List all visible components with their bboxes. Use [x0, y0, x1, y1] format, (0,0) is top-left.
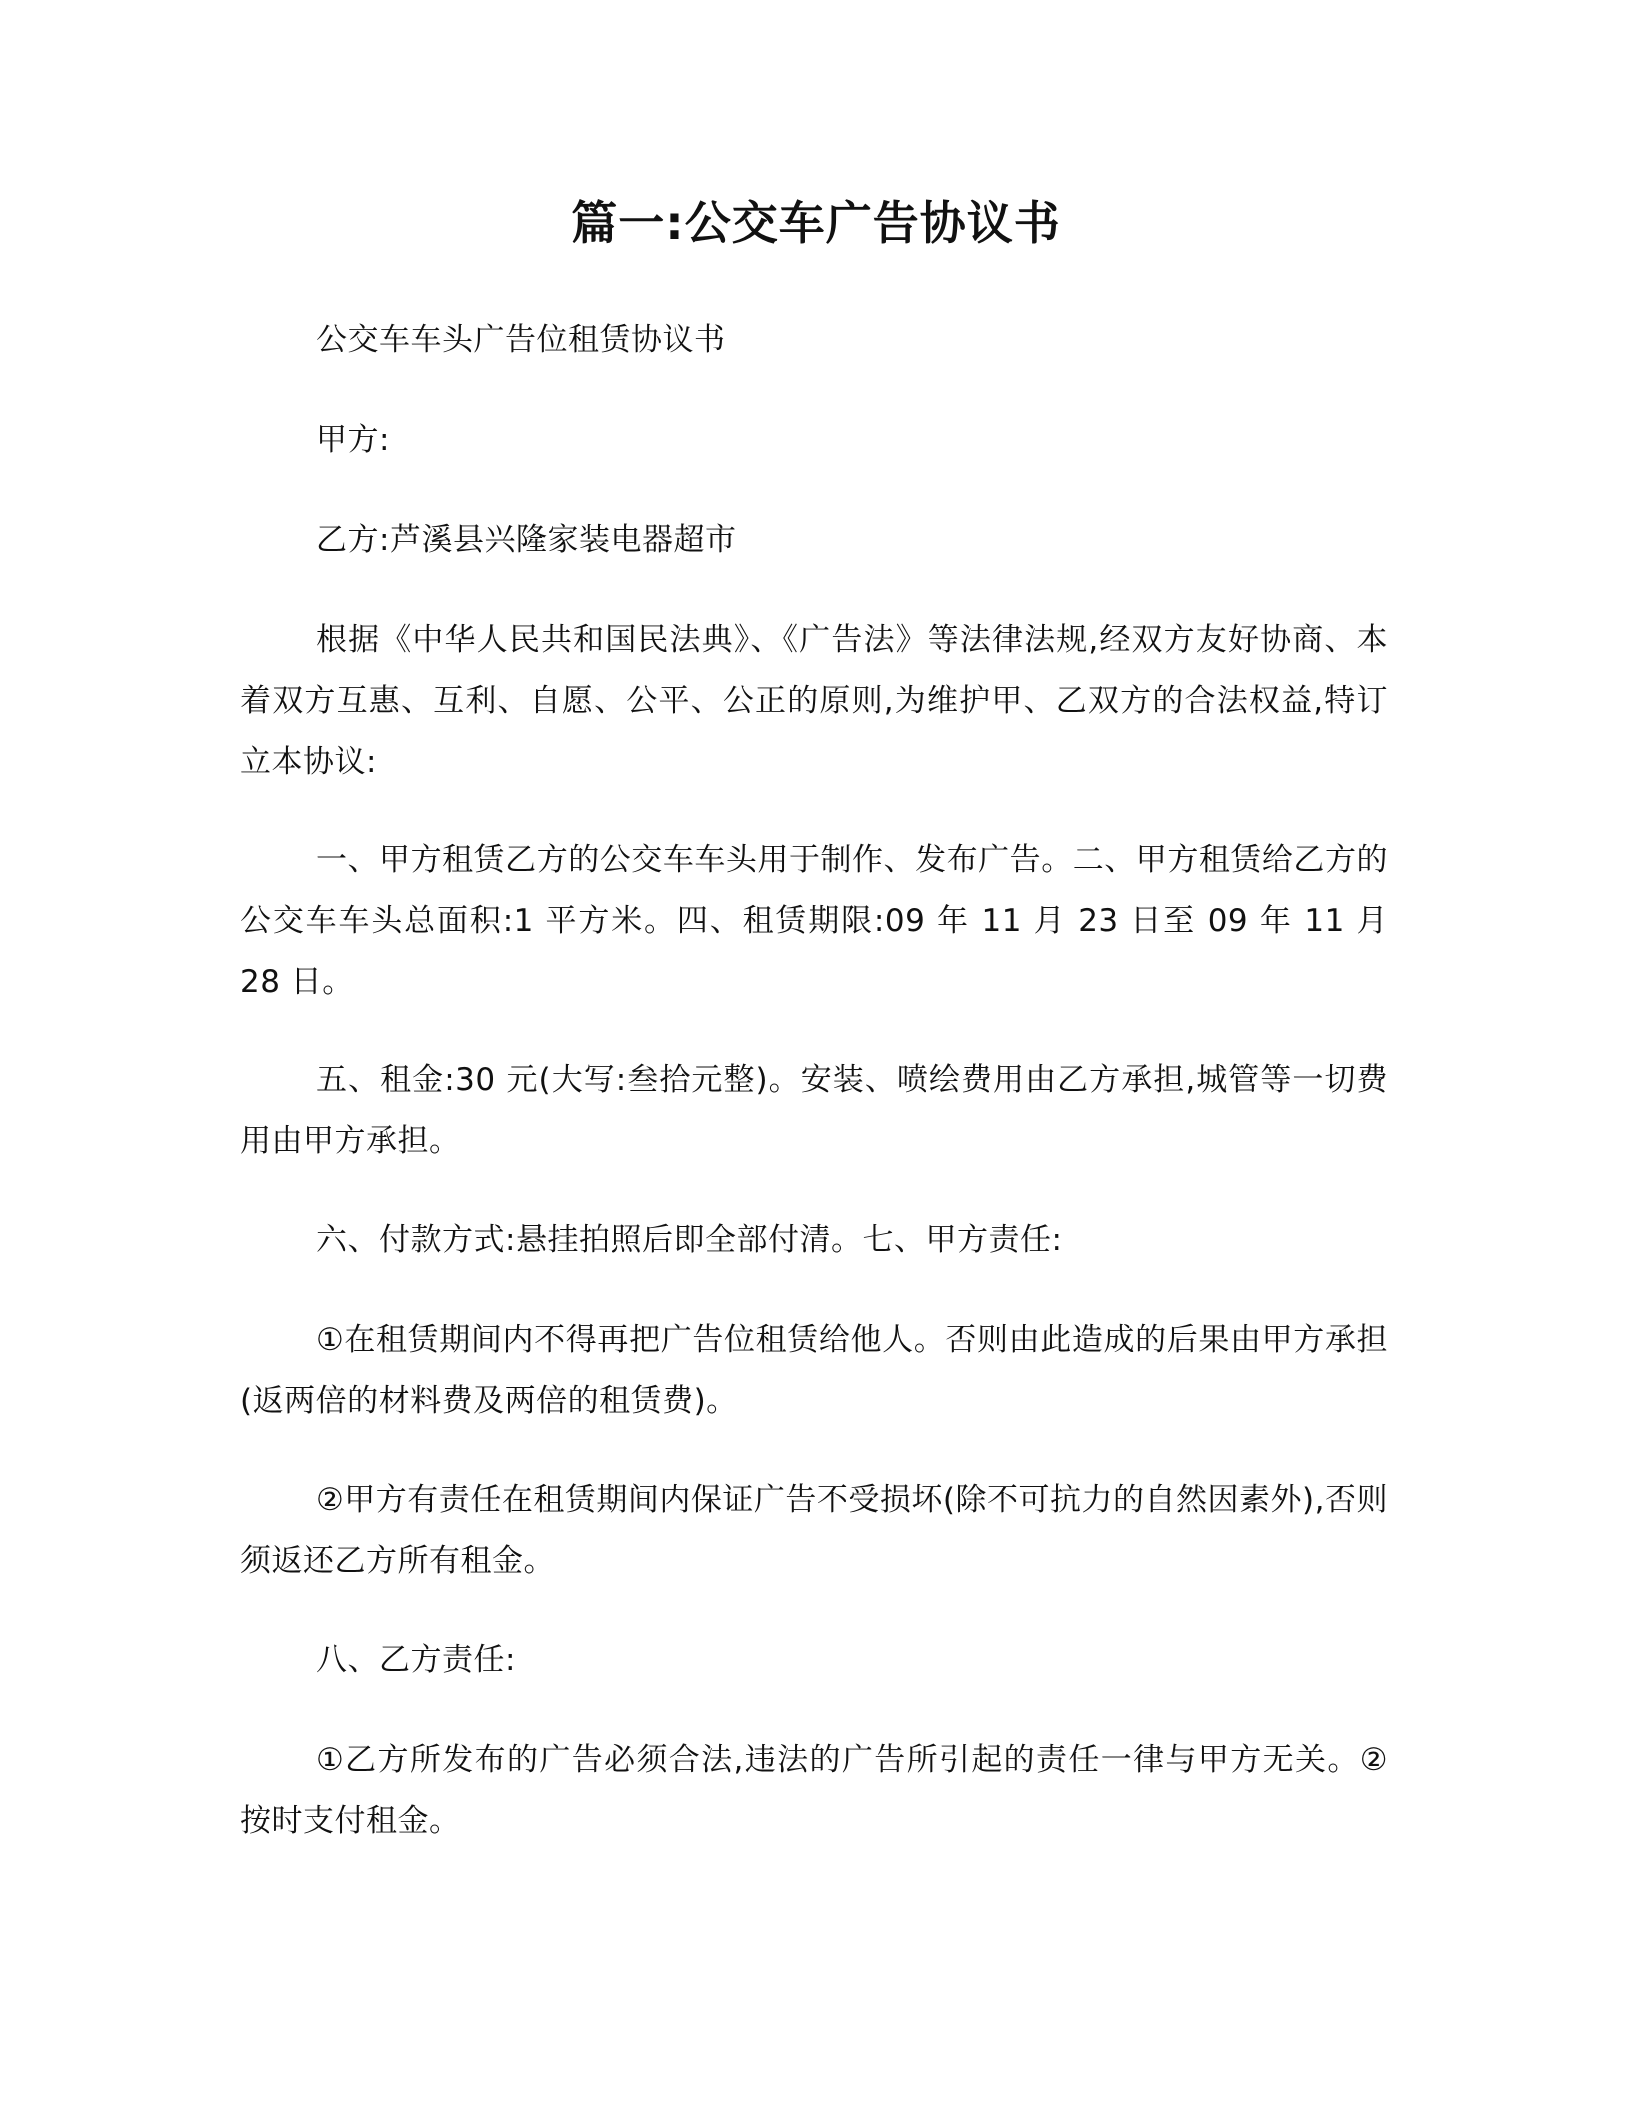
clause-5-paragraph: 五、租金:30 元(大写:叁拾元整)。安装、喷绘费用由乙方承担,城管等一切费用由甲方承担。 — [240, 1062, 1388, 1159]
preamble-paragraph: 根据《中华人民共和国民法典》、《广告法》等法律法规,经双方友好协商、本着双方互惠、互利、自愿、公平、公正的原则,为维护甲、乙双方的合法权益,特订立本协议: — [240, 622, 1388, 780]
document-title: 篇一:公交车广告协议书 — [571, 196, 1061, 250]
party-b-paragraph: 乙方:芦溪县兴隆家装电器超市 — [316, 522, 737, 558]
clause-6-7-paragraph: 六、付款方式:悬挂拍照后即全部付清。七、甲方责任: — [316, 1222, 1063, 1258]
party-a-duty-1-paragraph: ①在租赁期间内不得再把广告位租赁给他人。否则由此造成的后果由甲方承担(返两倍的材料费及两倍的租赁费)。 — [240, 1322, 1388, 1419]
clause-1-4-paragraph: 一、甲方租赁乙方的公交车车头用于制作、发布广告。二、甲方租赁给乙方的公交车车头总面积:1 平方米。四、租赁期限:09 年 11 月 23 日至 09 年 11 月 28 日。 — [240, 842, 1388, 1000]
subtitle-paragraph: 公交车车头广告位租赁协议书 — [316, 322, 726, 358]
clause-8-paragraph: 八、乙方责任: — [316, 1642, 516, 1678]
party-b-duty-paragraph: ①乙方所发布的广告必须合法,违法的广告所引起的责任一律与甲方无关。②按时支付租金。 — [240, 1742, 1388, 1839]
party-a-duty-2-paragraph: ②甲方有责任在租赁期间内保证广告不受损坏(除不可抗力的自然因素外),否则须返还乙方所有租金。 — [240, 1482, 1388, 1579]
party-a-paragraph: 甲方: — [316, 422, 390, 458]
